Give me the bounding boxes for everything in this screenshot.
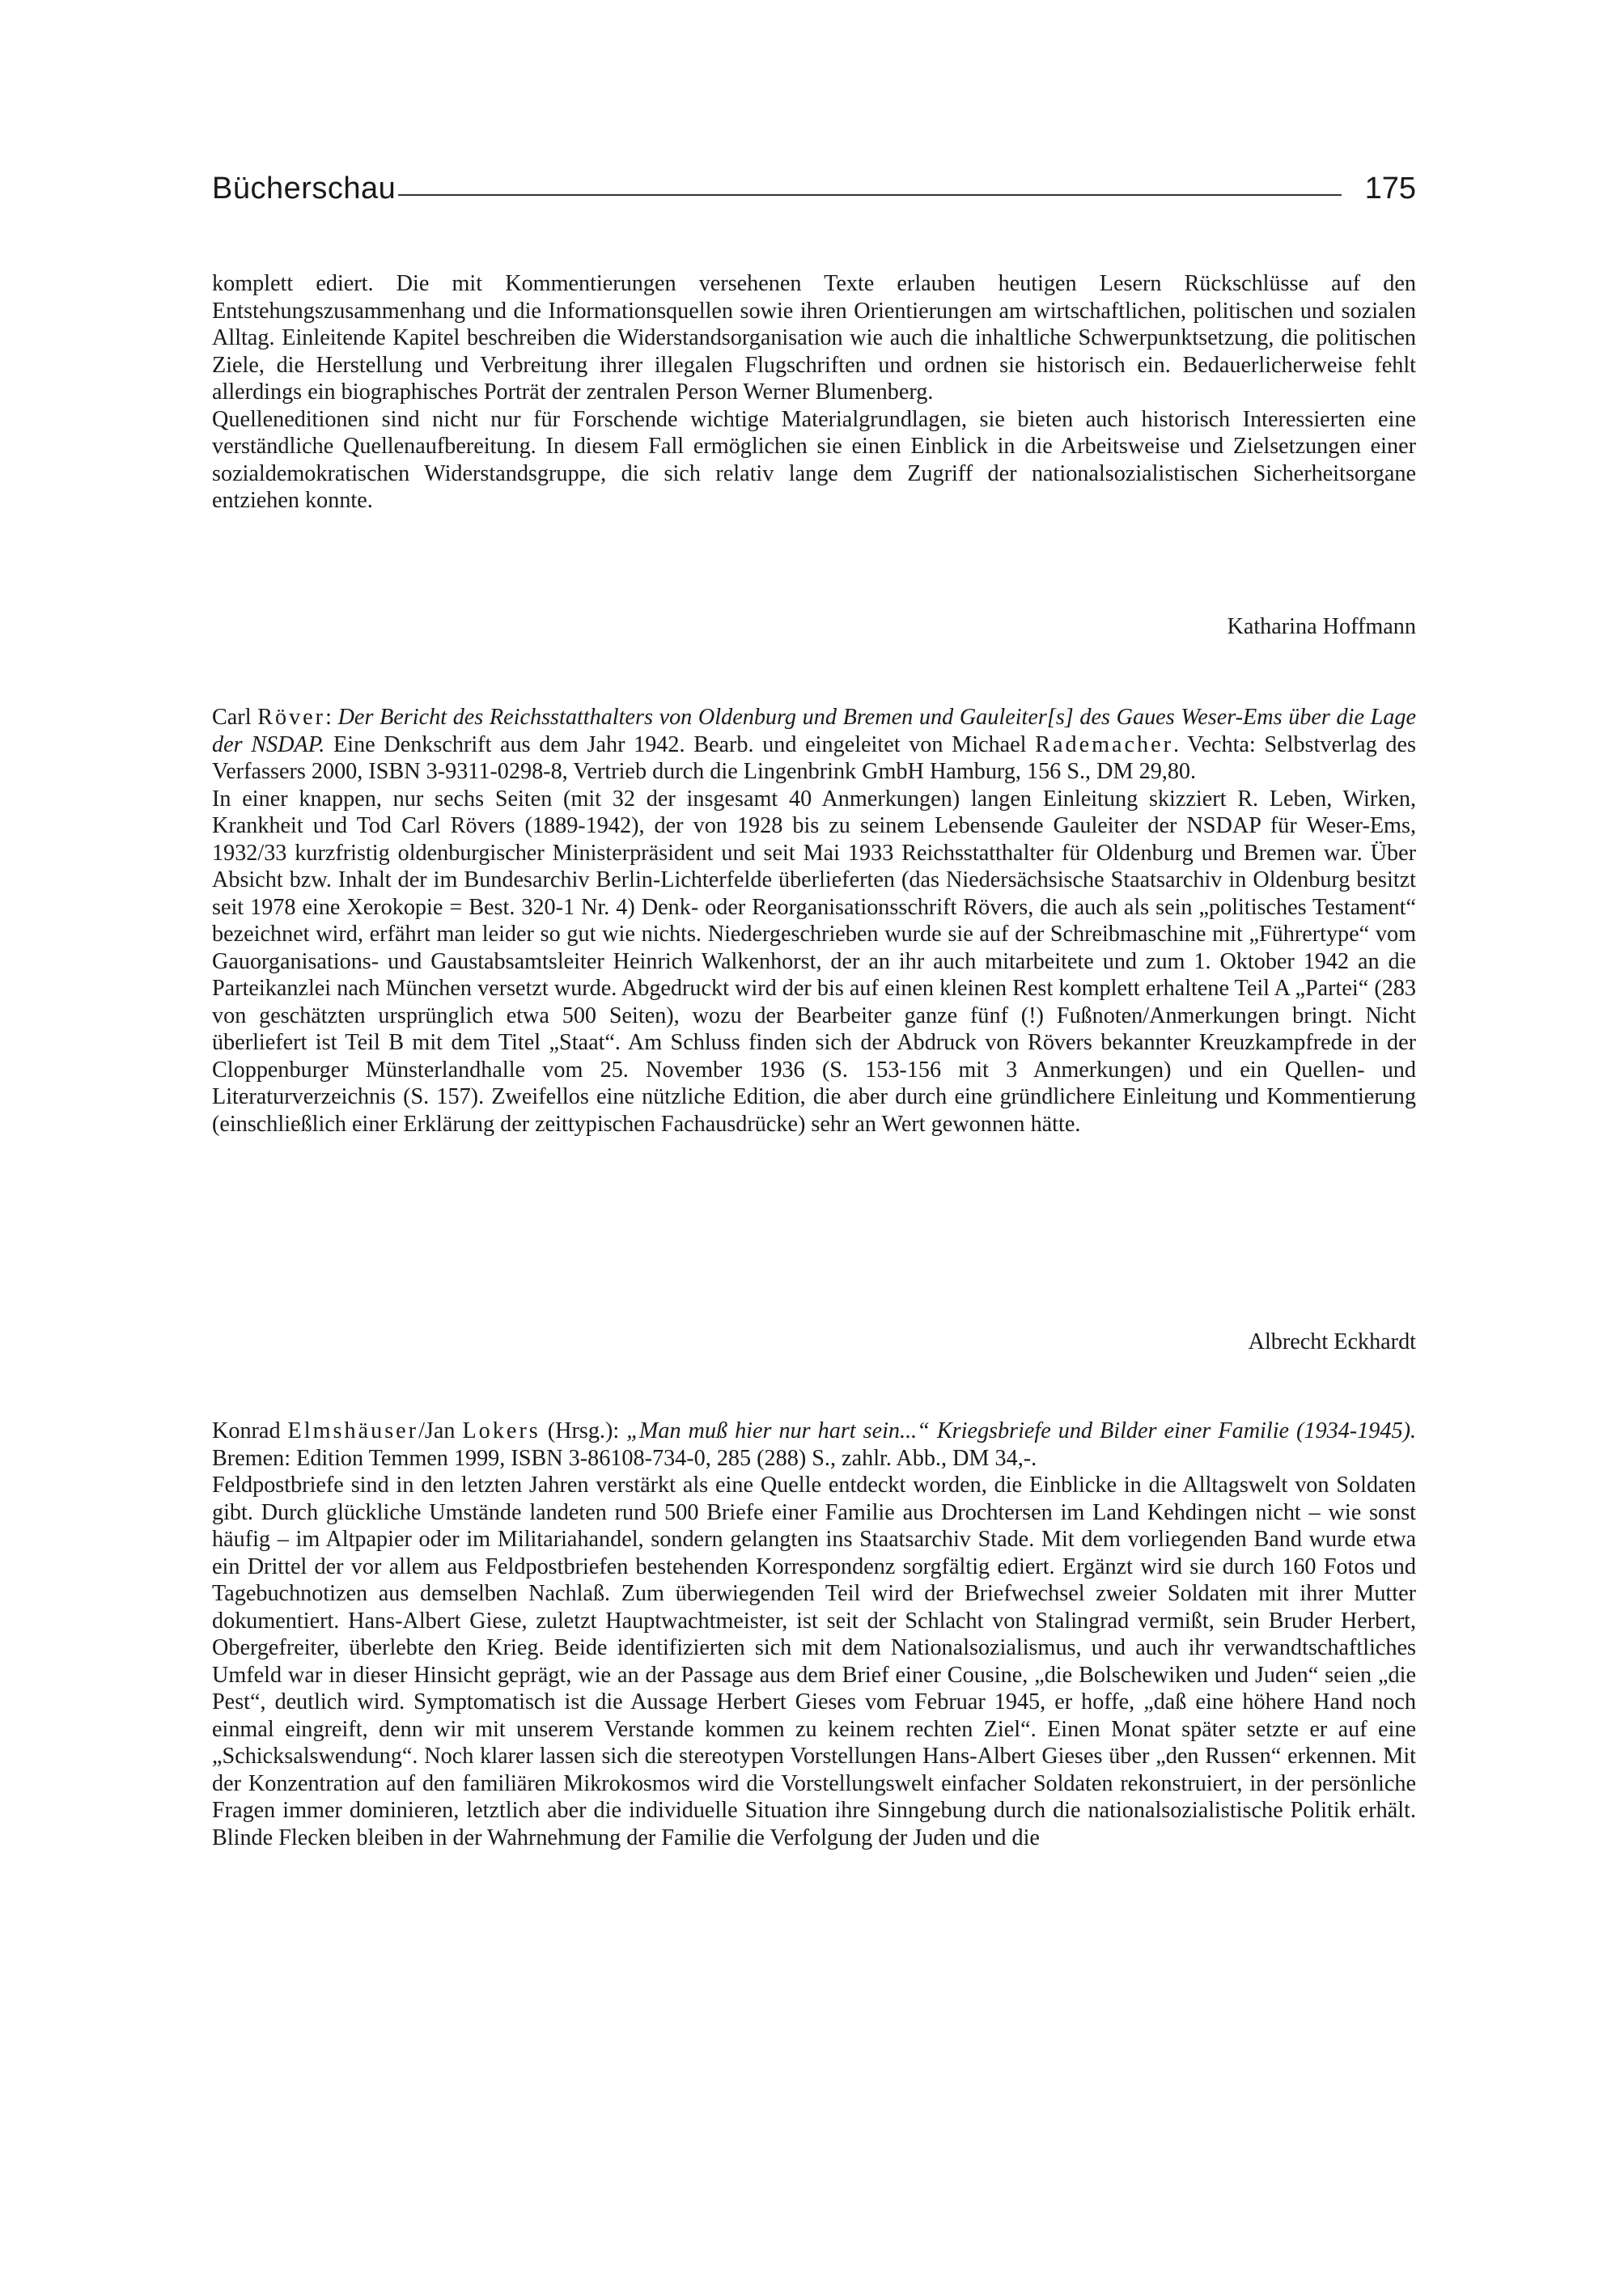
review-1-paragraph-2: Quelleneditionen sind nicht nur für Forschende wichtige Materialgrundlagen, sie bieten auch historisch Interessierten eine verständliche Quellenaufbereitung. In diesem Fall ermöglichen sie einen Einblick in die Arbeitsweise und Zielsetzungen einer sozialdemokratischen Widerstandsgruppe, die sich relativ lange dem Zugriff der nationalsozialistischen Sicherheitsorgane entziehen konnte.: [212, 406, 1416, 513]
author-2-last-name: Lokers: [462, 1418, 541, 1443]
header-rule: [398, 194, 1342, 196]
review-2-citation: [212, 704, 1416, 786]
citation-details-a: Eine Denkschrift aus dem Jahr 1942. Bearb. und eingeleitet von Michael: [333, 731, 1027, 757]
citation-details: Bremen: Edition Temmen 1999, ISBN 3-86108-734-0, 285 (288) S., zahlr. Abb., DM 34,-.: [212, 1445, 1037, 1471]
review-3-body: Feldpostbriefe sind in den letzten Jahren verstärkt als eine Quelle entdeckt worden, die Einblicke in die Alltagswelt von Soldaten gibt. Durch glückliche Umstände landeten rund 500 Briefe einer Familie aus Drochtersen im Land Kehdingen nicht – wie sonst häufig – im Altpapier oder im Militariahandel, sondern gelangten ins Staatsarchiv Stade. Mit dem vorliegenden Band wurde etwa ein Drittel der vor allem aus Feldpostbriefen bestehenden Korrespondenz sorgfältig ediert. Ergänzt wird sie durch 160 Fotos und Tagebuchnotizen aus demselben Nachlaß. Zum überwiegenden Teil wird der Briefwechsel zweier Soldaten mit ihrer Mutter dokumentiert. Hans-Albert Giese, zuletzt Hauptwachtmeister, ist seit der Schlacht von Stalingrad vermißt, sein Bruder Herbert, Obergefreiter, überlebte den Krieg. Beide identifizierten sich mit dem Nationalsozialismus, und auch ihr verwandtschaftliches Umfeld war in dieser Hinsicht geprägt, wie an der Passage aus dem Brief einer Cousine, „die Bolschewiken und Juden“ seien „die Pest“, deutlich wird. Symptomatisch ist die Aussage Herbert Gieses vom Februar 1945, er hoffe, „daß eine höhere Hand noch einmal eingreift, denn wir mit unserem Verstande kommen zu keinem rechten Ziel“. Einen Monat später setzte er auf eine „Schicksalswendung“. Noch klarer lassen sich die stereotypen Vorstellungen Hans-Albert Gieses über „den Russen“ erkennen. Mit der Konzentration auf den familiären Mikrokosmos wird die Vorstellungswelt einfacher Soldaten rekonstruiert, in der persönliche Fragen immer dominieren, letztlich aber die individuelle Situation ihre Sinngebung durch die nationalsozialistische Politik erhält. Blinde Flecken bleiben in der Wahrnehmung der Familie die Verfolgung der Juden und die: [212, 1473, 1416, 1850]
author-separator: /Jan: [418, 1418, 456, 1443]
review-2-signature: Albrecht Eckhardt: [1248, 1329, 1416, 1354]
section-title: Bücherschau: [212, 172, 396, 206]
review-2: [212, 704, 1416, 1138]
review-1: [212, 270, 1416, 515]
author-1-first-name: Konrad: [212, 1418, 281, 1443]
citation-details-b: . Vechta: Selbstverlag des Verfassers 2000, ISBN 3-9311-0298-8, Vertrieb durch die Lingenbrink GmbH Hamburg, 156 S., DM 29,80.: [212, 731, 1417, 784]
editor-last-name: Rademacher: [1035, 731, 1174, 757]
review-2-body: In einer knappen, nur sechs Seiten (mit 32 der insgesamt 40 Anmerkungen) langen Einleitung skizziert R. Leben, Wirken, Krankheit und Tod Carl Rövers (1889-1942), der von 1928 bis zu seinem Lebensende Gauleiter der NSDAP für Weser-Ems, 1932/33 kurzfristig oldenburgischer Ministerpräsident und seit Mai 1933 Reichsstatthalter für Oldenburg und Bremen war. Über Absicht bzw. Inhalt der im Bundesarchiv Berlin-Lichterfelde überlieferten (das Niedersächsische Staatsarchiv in Oldenburg besitzt seit 1978 eine Xerokopie = Best. 320-1 Nr. 4) Denk- oder Reorganisationsschrift Rövers, die auch als sein „politisches Testament“ bezeichnet wird, erfährt man leider so gut wie nichts. Niedergeschrieben wurde sie auf der Schreibmaschine mit „Führertype“ vom Gauorganisations- und Gaustabsamtsleiter Heinrich Walkenhorst, der an ihr auch mitarbeitete und zum 1. Oktober 1942 an die Parteikanzlei nach München versetzt wurde. Abgedruckt wird der bis auf einen kleinen Rest komplett erhaltene Teil A „Partei“ (283 von geschätzten ursprünglich etwa 500 Seiten), wozu der Bearbeiter ganze fünf (!) Fußnoten/Anmerkungen bringt. Nicht überliefert ist Teil B mit dem Titel „Staat“. Am Schluss finden sich der Abdruck von Rövers bekannter Kreuzkampfrede in der Cloppenburger Münsterlandhalle vom 25. November 1936 (S. 153-156 mit 3 Anmerkungen) und ein Quellen- und Literaturverzeichnis (S. 157). Zweifellos eine nützliche Edition, die aber durch eine gründlichere Einleitung und Kommentierung (einschließlich einer Erklärung der zeittypischen Fachausdrücke) sehr an Wert gewonnen hätte.: [212, 786, 1416, 1137]
review-3: [212, 1418, 1416, 1851]
author-1-last-name: Elmshäuser: [287, 1418, 419, 1443]
review-3-citation: [212, 1418, 1416, 1472]
author-first-name: Carl: [212, 705, 252, 730]
editor-marker: (Hrsg.):: [540, 1418, 627, 1443]
citation-colon: :: [325, 705, 332, 730]
book-title: „Man muß hier nur hart sein...“ Kriegsbriefe und Bilder einer Familie (1934-1945).: [626, 1418, 1417, 1443]
author-last-name: Röver: [257, 705, 326, 730]
book-title: Der Bericht des Reichsstatthalters von Oldenburg und Bremen und Gauleiter[s] des Gaues Weser-Ems über die Lage der NSDAP.: [212, 705, 1416, 757]
running-header: [212, 172, 1416, 215]
review-1-signature: Katharina Hoffmann: [1227, 614, 1416, 639]
page-number: 175: [1364, 172, 1416, 206]
review-1-paragraph-1: komplett ediert. Die mit Kommentierungen versehenen Texte erlauben heutigen Lesern Rückschlüsse auf den Entstehungszusammenhang und die Informationsquellen sowie ihren Orientierungen am wirtschaftlichen, politischen und sozialen Alltag. Einleitende Kapitel beschreiben die Widerstandsorganisation wie auch die inhaltliche Schwerpunktsetzung, die politischen Ziele, die Herstellung und Verbreitung ihrer illegalen Flugschriften und ordnen sie historisch ein. Bedauerlicherweise fehlt allerdings ein biographisches Porträt der zentralen Person Werner Blumenberg.: [212, 271, 1416, 405]
